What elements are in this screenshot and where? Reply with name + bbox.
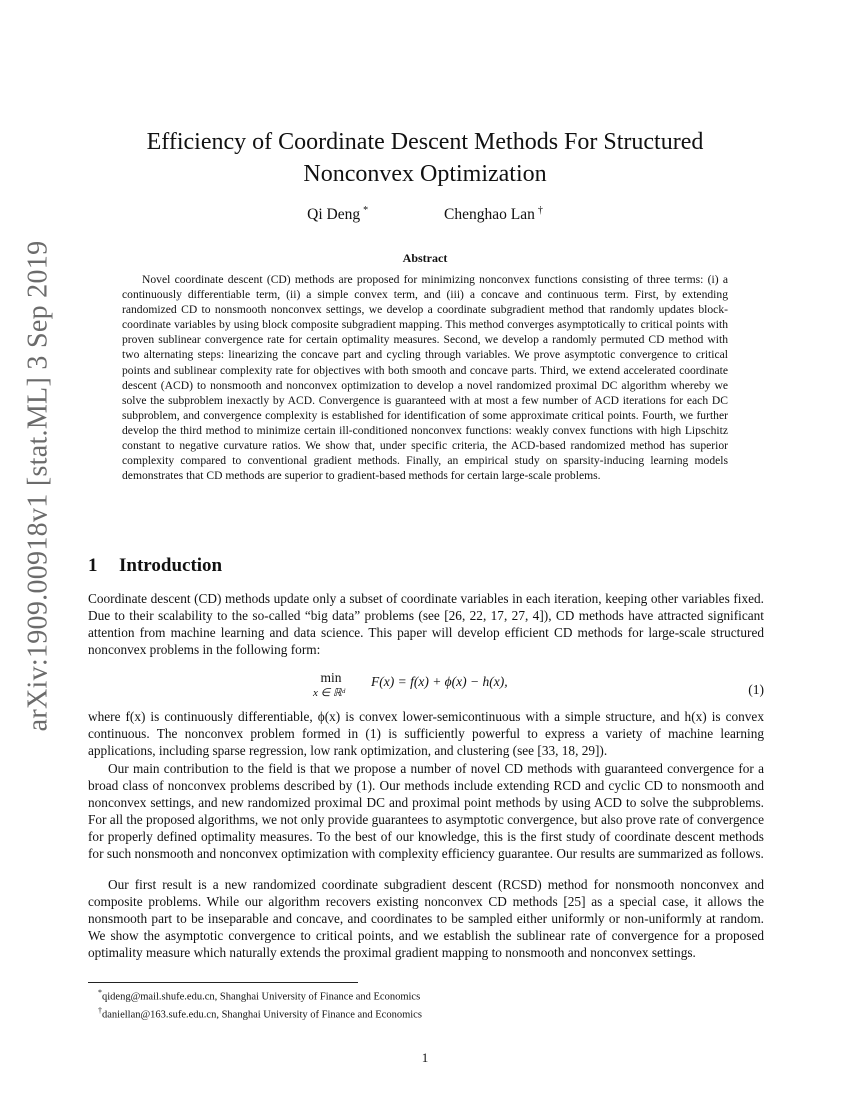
footnote-1-text: qideng@mail.shufe.edu.cn, Shanghai University of Finance and Economics xyxy=(102,991,421,1003)
intro-paragraph-1: Coordinate descent (CD) methods update only a subset of coordinate variables in each iteration, keeping other variables fixed. Due to their scalability to the so-called “big data” problems (see [26, 22, 17, 27, 4]), CD methods have attracted significant attention from machine learning and data science. This paper will develop efficient CD methods for large-scale structured nonconvex problems in the following form: xyxy=(88,591,764,657)
arxiv-identifier-stamp xyxy=(18,240,58,731)
footnote-2-text: daniellan@163.sufe.edu.cn, Shanghai University of Finance and Economics xyxy=(102,1009,422,1021)
equation-subscript: x ∈ ℝᵈ xyxy=(313,687,346,699)
section-title: Introduction xyxy=(119,555,223,576)
footnote-1-mark: * xyxy=(98,988,102,997)
author-1-name: Qi Deng xyxy=(307,206,361,224)
arxiv-id-text: arXiv:1909.00918v1 [stat.ML] 3 Sep 2019 xyxy=(22,240,54,731)
abstract-text: Novel coordinate descent (CD) methods are proposed for minimizing nonconvex functions consisting of three terms: (i) a continuously differentiable term, (ii) a simple convex term, and (iii) a concave and continuous term. First, by extending randomized CD to nonsmooth nonconvex settings, we develop a coordinate subgradient method that randomly updates block-coordinate variables by using block composite subgradient mapping. This method converges asymptotically to critical points with proven sublinear convergence rate for certain optimality measures. Second, we develop a randomly permuted CD method with two alternating steps: linearizing the concave part and cycling through variables. We prove asymptotic convergence to critical points and sublinear complexity rate for objectives with both smooth and concave parts. Third, we extend accelerated coordinate descent (ACD) to nonsmooth and nonconvex optimization to develop a novel randomized proximal DC algorithm whereby we solve the subproblem inexactly by ACD. Convergence is guaranteed with at most a few number of ACD iterations for each DC subproblem, and convergence complexity is established for identification of some approximate critical points. Fourth, we further develop the third method to minimize certain ill-conditioned nonconvex functions: weakly convex functions with high Lipschitz constant to negative curvature ratios. We show that, under specific criteria, the ACD-based randomized method has superior complexity compared to conventional gradient methods. Finally, an empirical study on sparsity-inducing learning models demonstrates that CD methods are superior to gradient-based methods for certain large-scale problems. xyxy=(122,273,728,483)
paper-title: Efficiency of Coordinate Descent Methods For Structured Nonconvex Optimization xyxy=(146,129,704,187)
equation-1 xyxy=(88,668,764,704)
section-heading xyxy=(88,555,222,577)
intro-paragraph-3: Our main contribution to the field is that we propose a number of novel CD methods with guaranteed convergence for a broad class of nonconvex problems described by (1). Our methods include extending RCD and cyclic CD to nonsmooth and nonconvex settings, and new randomized proximal DC and proximal point methods by using ACD to solve the subproblems. For all the proposed algorithms, we not only provide guarantees to asymptotic convergence, but also prove rate of convergence for properly defined optimality measures. To the best of our knowledge, this is the first study of coordinate descent methods for such nonsmooth and nonconvex optimization with complexity efficiency guarantee. Our results are summarized as follows. xyxy=(88,761,764,861)
equation-operator: min xyxy=(320,670,342,685)
footnote-2-mark: † xyxy=(98,1006,102,1015)
author-1-mark: * xyxy=(363,205,369,216)
page-number: 1 xyxy=(421,1050,429,1065)
intro-paragraph-4: Our first result is a new randomized coordinate subgradient descent (RCSD) method for nonsmooth nonconvex and composite problems. While our algorithm recovers existing nonconvex CD methods [25] as a special case, it allows the nonsmooth part to be inseparable and concave, and coordinates to be sampled either uniformly or non-uniformly at random. We show the asymptotic convergence to critical points, and we establish the sublinear rate of convergence for a proposed optimality measure which naturally extends the proximal gradient mapping to nonsmooth and nonconvex settings. xyxy=(88,877,764,960)
equation-number: (1) xyxy=(748,682,764,697)
author-2-mark: † xyxy=(537,205,543,216)
equation-expression: F(x) = f(x) + ϕ(x) − h(x), xyxy=(371,674,508,689)
author-1 xyxy=(307,205,368,224)
intro-paragraph-2: where f(x) is continuously differentiable, ϕ(x) is convex lower-semicontinuous with a simple structure, and h(x) is convex continuous. The nonconvex problem formed in (1) is sufficiently powerful to express a variety of machine learning applications, including sparse regression, low rank optimization, and clustering (see [33, 18, 29]). xyxy=(88,709,764,758)
abstract-heading: Abstract xyxy=(402,251,448,265)
section-number: 1 xyxy=(88,555,98,576)
footnote-2 xyxy=(98,1004,422,1022)
footnote-divider xyxy=(88,982,358,983)
author-2-name: Chenghao Lan xyxy=(444,206,535,224)
author-list xyxy=(0,205,850,224)
footnote-1 xyxy=(98,986,422,1004)
author-2 xyxy=(444,205,543,224)
footnotes xyxy=(98,986,422,1022)
